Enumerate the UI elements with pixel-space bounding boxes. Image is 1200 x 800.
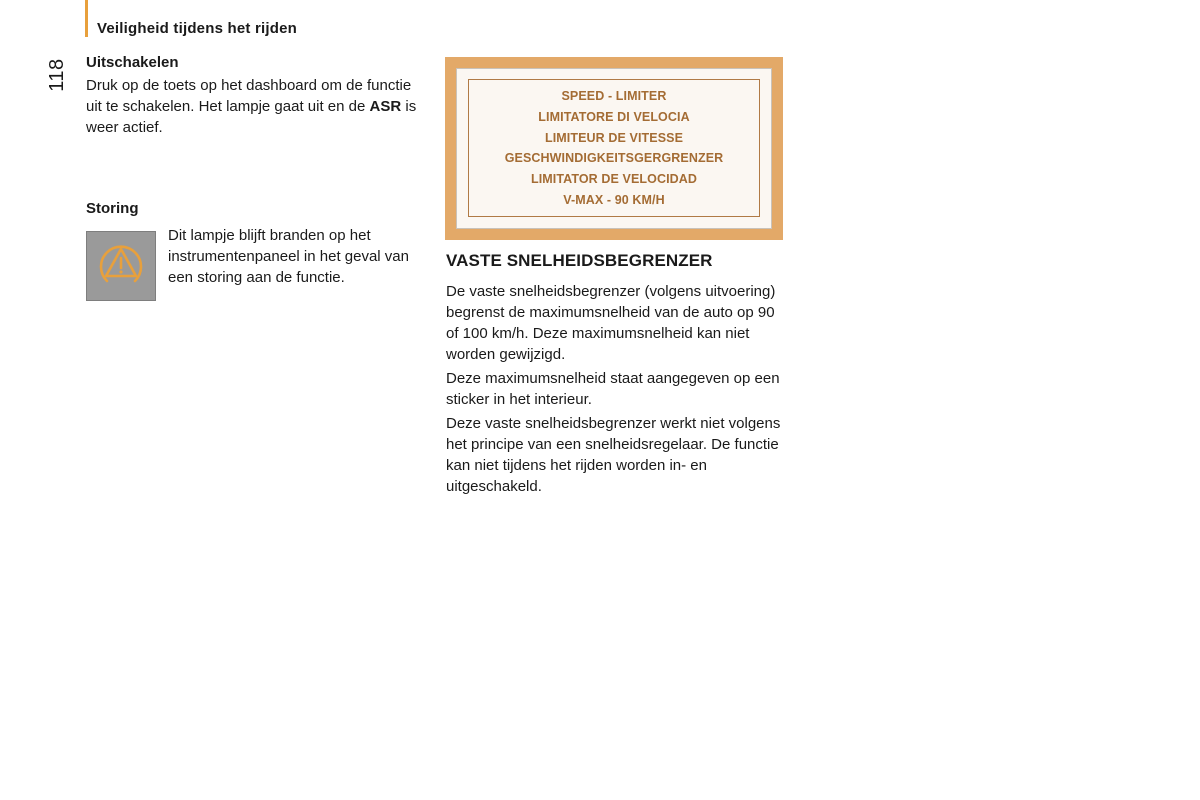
sticker-panel: [456, 68, 772, 229]
sticker-line-vmax: V-MAX - 90 KM/H: [563, 192, 665, 207]
section-accent-bar: [85, 0, 88, 37]
storing-heading: Storing: [86, 200, 139, 217]
sticker-frame: [468, 79, 760, 217]
uitschakelen-text-start: Druk op de toets op het dashboard om de functie uit te schakelen. Het lampje gaat uit en de: [86, 77, 412, 115]
paragraph-3: Deze vaste snelheidsbegrenzer werkt niet volgens het principe van een snelheidsregelaar. De functie kan niet tijdens het rijden worden in- en uitgeschakeld.: [446, 415, 781, 495]
sticker-line-en: SPEED - LIMITER: [561, 89, 667, 104]
vaste-snelheidsbegrenzer-section: [446, 250, 791, 500]
uitschakelen-text-end: is weer actief.: [86, 98, 417, 136]
asr-term: ASR: [369, 98, 402, 115]
page-number: 118: [46, 58, 68, 92]
uitschakelen-heading: Uitschakelen: [86, 54, 179, 71]
speed-limiter-sticker: [445, 57, 783, 240]
paragraph-1: De vaste snelheidsbegrenzer (volgens uitvoering) begrenst de maximumsnelheid van de auto op 90 of 100 km/h. Deze maximumsnelheid kan niet worden gewijzigd.: [446, 283, 776, 363]
sticker-line-de: GESCHWINDIGKEITSGERGRENZER: [504, 151, 724, 166]
sticker-line-es: LIMITATOR DE VELOCIDAD: [530, 171, 698, 186]
warning-triangle-circle-icon: [87, 232, 155, 300]
sticker-line-it: LIMITATORE DI VELOCIA: [538, 109, 690, 124]
uitschakelen-section: [86, 53, 426, 138]
section-heading: VASTE SNELHEIDSBEGRENZER: [446, 251, 713, 270]
section-title: Veiligheid tijdens het rijden: [97, 20, 298, 37]
storing-text: Dit lampje blijft branden op het instrumentenpaneel in het geval van een storing aan de functie.: [168, 227, 409, 286]
uitschakelen-text: [86, 75, 426, 138]
sticker-line-fr: LIMITEUR DE VITESSE: [544, 130, 684, 145]
warning-lamp-tile: [86, 231, 156, 301]
paragraph-2: Deze maximumsnelheid staat aangegeven op een sticker in het interieur.: [446, 370, 780, 408]
storing-section: [86, 199, 426, 286]
